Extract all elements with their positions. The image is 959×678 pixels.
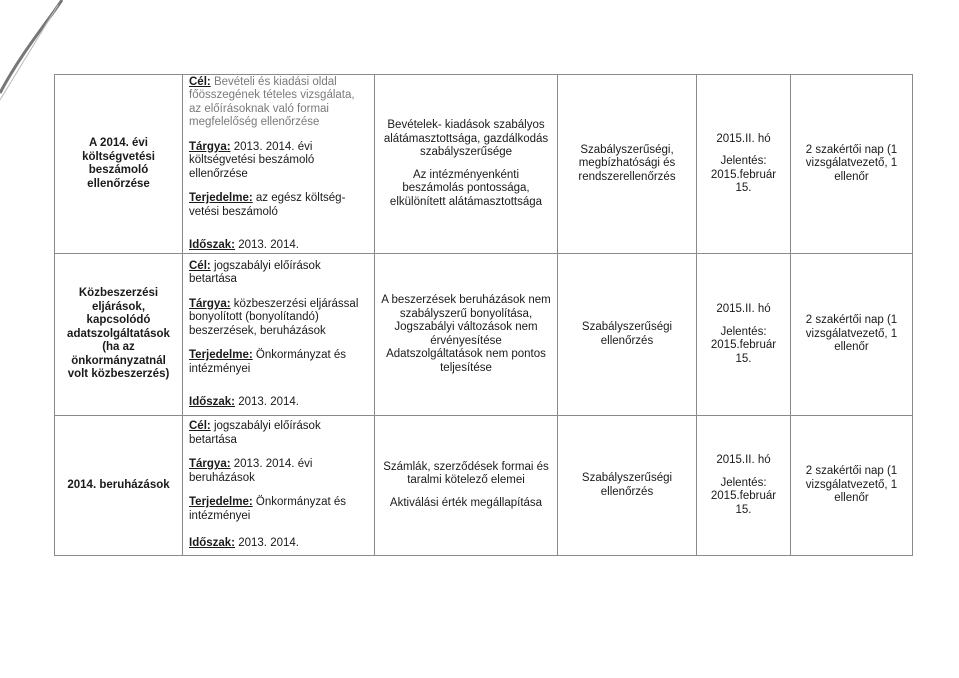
- schedule-month: 2015.II. hó: [716, 303, 771, 315]
- scope-label: Terjedelme:: [189, 496, 253, 509]
- audit-detail-cell: [183, 75, 375, 254]
- resource-cell: [791, 75, 913, 254]
- audit-area: A 2014. évi költségvetési beszámoló ellenőrzése: [82, 137, 155, 190]
- goal-section: [189, 260, 368, 287]
- table-row: [55, 254, 913, 416]
- risk-cell: [375, 254, 558, 416]
- audit-plan-table: [54, 74, 913, 556]
- report-label: Jelentés:: [720, 155, 767, 167]
- subject-text: közbeszerzési eljárással bonyolított (bonyolítandó) beszerzések, beruházások: [189, 297, 359, 337]
- goal-text: jogszabályi előírások betartása: [189, 259, 321, 285]
- schedule-month: 2015.II. hó: [716, 454, 771, 466]
- risk-text: Bevételek- kiadások szabályos alátámasztottsága, gazdálkodás szabályszerűsége: [383, 119, 549, 158]
- period-text: 2013. 2014.: [238, 396, 299, 408]
- goal-section: [189, 76, 368, 130]
- goal-label: Cél:: [189, 75, 211, 88]
- goal-label: Cél:: [189, 259, 211, 272]
- audit-type: Szabályszerűségi, megbízhatósági és rendszerellenőrzés: [578, 143, 676, 183]
- subject-label: Tárgya:: [189, 297, 231, 310]
- period-text: 2013. 2014.: [238, 239, 299, 251]
- risk-text-secondary: Az intézményenkénti beszámolás pontossága, elkülönített alátámasztottsága: [389, 168, 543, 208]
- scope-section: [189, 192, 368, 219]
- resource-text: 2 szakértői nap (1 vizsgálatvezető, 1 ellenőr: [805, 143, 898, 183]
- risk-cell: [375, 416, 558, 556]
- report-date: 2015.február 15.: [710, 490, 777, 516]
- schedule-month: 2015.II. hó: [716, 132, 771, 145]
- audit-type-cell: [558, 416, 697, 556]
- subject-section: [189, 298, 368, 339]
- audit-detail-cell: [183, 254, 375, 416]
- resource-cell: [791, 416, 913, 556]
- scope-text: az egész költség-vetési beszámoló: [189, 192, 346, 218]
- audit-type-cell: [558, 75, 697, 254]
- subject-label: Tárgya:: [189, 458, 231, 471]
- resource-cell: [791, 254, 913, 416]
- goal-text: jogszabályi előírások betartása: [189, 420, 321, 446]
- schedule-cell: [697, 416, 791, 556]
- risk-text: Számlák, szerződések formai és taralmi kötelező elemei: [383, 460, 549, 487]
- schedule-cell: [697, 254, 791, 416]
- scope-label: Terjedelme:: [189, 349, 253, 361]
- subject-section: [189, 141, 368, 182]
- period-label: Időszak:: [189, 537, 236, 550]
- audit-detail-cell: [183, 416, 375, 556]
- scope-text: Önkormányzat és intézményei: [189, 349, 347, 375]
- scope-label: Terjedelme:: [189, 192, 253, 204]
- subject-text: 2013. 2014. évi költségvetési beszámoló ellenőrzése: [189, 140, 315, 180]
- risk-text: A beszerzések beruházások nem szabályszerű bonyolítása, Jogszabályi változások nem érvényesítése Adatszolgáltatások nem pontos teljesítése: [381, 294, 551, 374]
- audit-area: Közbeszerzési eljárások, kapcsolódó adatszolgáltatások (ha az önkormányzatnál volt közbeszerzés): [67, 287, 170, 381]
- audit-type-cell: [558, 254, 697, 416]
- audit-area-cell: [55, 75, 183, 254]
- subject-text: 2013. 2014. évi beruházások: [189, 458, 313, 484]
- audit-type: Szabályszerűségi ellenőrzés: [581, 321, 673, 347]
- goal-section: [189, 420, 368, 447]
- period-section: [189, 239, 368, 253]
- scope-section: [189, 349, 368, 376]
- audit-type: Szabályszerűségi ellenőrzés: [581, 472, 673, 498]
- resource-text: 2 szakértői nap (1 vizsgálatvezető, 1 ellenőr: [805, 465, 898, 505]
- period-label: Időszak:: [189, 239, 236, 251]
- audit-area-cell: [55, 416, 183, 556]
- report-date: 2015.február 15.: [710, 339, 777, 365]
- goal-text: Bevételi és kiadási oldal főösszegének tételes vizsgálata, az előírásoknak való formai megfelelőség ellenőrzése: [189, 75, 355, 128]
- goal-label: Cél:: [189, 420, 211, 433]
- schedule-cell: [697, 75, 791, 254]
- audit-area-cell: [55, 254, 183, 416]
- audit-area: 2014. beruházások: [67, 478, 170, 491]
- risk-text-secondary: Aktiválási érték megállapítása: [389, 496, 543, 509]
- risk-cell: [375, 75, 558, 254]
- subject-section: [189, 458, 368, 485]
- report-label: Jelentés:: [720, 476, 767, 489]
- resource-text: 2 szakértői nap (1 vizsgálatvezető, 1 ellenőr: [805, 314, 898, 354]
- table-row: [55, 75, 913, 254]
- report-label: Jelentés:: [720, 325, 767, 338]
- period-text: 2013. 2014.: [238, 537, 299, 550]
- period-section: [189, 537, 368, 551]
- subject-label: Tárgya:: [189, 140, 231, 153]
- report-date: 2015.február 15.: [710, 168, 777, 194]
- table-row: [55, 416, 913, 556]
- scope-section: [189, 496, 368, 523]
- scope-text: Önkormányzat és intézményei: [189, 496, 347, 522]
- period-label: Időszak:: [189, 396, 236, 408]
- period-section: [189, 396, 368, 410]
